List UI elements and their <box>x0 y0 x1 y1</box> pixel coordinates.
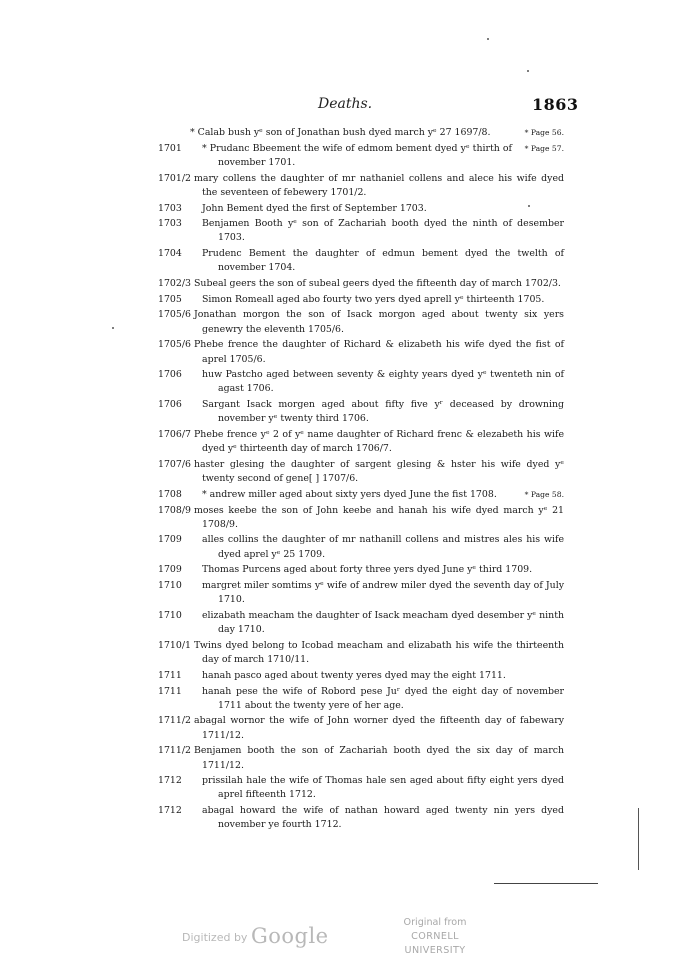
record-body: Phebe frence the daughter of Richard & elizabeth his wife dyed the fist of aprel 1705/6. <box>193 339 564 365</box>
record-year: 1704 <box>158 248 182 260</box>
record-year: 1711/2 <box>158 745 191 757</box>
death-records-list <box>158 126 564 834</box>
death-record <box>158 563 564 577</box>
record-year: 1710 <box>158 580 182 592</box>
record-text: * andrew miller aged about sixty yers dyed June the fist 1708. <box>202 488 497 500</box>
ink-speck <box>487 38 489 40</box>
record-text <box>158 172 564 200</box>
death-record <box>158 774 564 802</box>
death-record <box>158 398 564 426</box>
page-reference-note: * Page 58. <box>524 489 564 499</box>
record-year: 1707/6 <box>158 458 191 470</box>
record-text <box>158 744 564 772</box>
record-text: Simon Romeall aged abo fourty two yers dyed aprell yᵉ thirteenth 1705. <box>202 293 545 305</box>
record-body: mary collens the daughter of mr nathaniel collens and alece his wife dyed the seventeen of febewery 1701/2. <box>193 172 564 198</box>
record-text: margret miler somtims yᵉ wife of andrew miler dyed the seventh day of July 1710. <box>202 580 564 606</box>
record-text: Prudenc Bement the daughter of edmun bement dyed the twelth of november 1704. <box>202 248 564 274</box>
death-record <box>158 202 564 216</box>
death-record <box>158 714 564 742</box>
death-record <box>158 488 564 502</box>
record-text <box>158 277 564 291</box>
record-year: 1709 <box>158 564 182 576</box>
record-year: 1711 <box>158 669 182 681</box>
original-from-watermark <box>384 916 486 958</box>
record-year: 1706/7 <box>158 429 191 441</box>
record-body: moses keebe the son of John keebe and hanah his wife dyed march yᵉ 21 1708/9. <box>193 504 564 530</box>
record-year: 1712 <box>158 805 182 817</box>
death-record <box>158 804 564 832</box>
original-from-label: Original from <box>403 917 467 928</box>
death-record <box>158 504 564 532</box>
record-text: John Bement dyed the first of September 1703. <box>202 202 427 214</box>
death-record <box>158 458 564 486</box>
death-record <box>158 579 564 607</box>
record-year: 1711 <box>158 685 182 697</box>
record-text: Thomas Purcens aged about forty three yers dyed June yᵉ third 1709. <box>202 564 533 576</box>
record-body: abagal wornor the wife of John worner dyed the fifteenth day of fabewary 1711/12. <box>193 715 564 741</box>
record-text: huw Pastcho aged between seventy & eighty years dyed yᵉ twenteth nin of agast 1706. <box>202 369 564 395</box>
page-reference-note: * Page 57. <box>524 143 564 153</box>
death-record <box>158 533 564 561</box>
record-text: Sargant Isack morgen aged about fifty five yʳ deceased by drowning november yᵉ twenty third 1706. <box>202 399 564 425</box>
death-record <box>158 172 564 200</box>
record-text <box>158 308 564 336</box>
running-title: Deaths. <box>318 96 373 112</box>
record-body: Benjamen booth the son of Zachariah booth dyed the six day of march 1711/12. <box>193 745 564 771</box>
death-record <box>158 142 564 170</box>
page-number: 1863 <box>532 95 579 114</box>
record-year: 1702/3 <box>158 278 191 290</box>
institution-name: CORNELL UNIVERSITY <box>404 931 466 956</box>
record-text <box>158 428 564 456</box>
death-record <box>158 338 564 366</box>
record-body: haster glesing the daughter of sargent glesing & hster his wife dyed yᵉ twenty second of gene[ ] 1707/6. <box>193 458 564 485</box>
record-text: prissilah hale the wife of Thomas hale sen aged about fifty eight yers dyed aprel fifteenth 1712. <box>202 775 564 801</box>
digitized-by-watermark <box>182 922 329 946</box>
death-record <box>158 293 564 307</box>
death-record <box>158 685 564 713</box>
record-body: Jonathan morgon the son of Isack morgon aged about twenty six yers genewry the eleventh 1705/6. <box>193 309 564 335</box>
death-record <box>158 308 564 336</box>
record-year: 1706 <box>158 369 182 381</box>
record-body: Twins dyed belong to Icobad meacham and elizabath his wife the thirteenth day of march 1710/11. <box>193 639 564 666</box>
death-record <box>158 428 564 456</box>
death-record <box>158 277 564 291</box>
death-record <box>158 126 564 140</box>
record-body: Subeal geers the son of subeal geers dyed the fifteenth day of march 1702/3. <box>193 278 561 290</box>
death-record <box>158 217 564 245</box>
record-text <box>158 338 564 366</box>
margin-rule <box>638 808 639 870</box>
record-year: 1706 <box>158 399 182 411</box>
record-year: 1705/6 <box>158 309 191 321</box>
record-year: 1711/2 <box>158 715 191 727</box>
record-year: 1705 <box>158 293 182 305</box>
record-year: 1712 <box>158 775 182 787</box>
record-text: abagal howard the wife of nathan howard aged twenty nin yers dyed november ye fourth 1712. <box>202 805 564 831</box>
ink-speck <box>112 327 114 329</box>
record-text <box>158 714 564 742</box>
death-record <box>158 744 564 772</box>
record-year: 1701/2 <box>158 172 191 184</box>
record-text: Benjamen Booth yᵉ son of Zachariah booth dyed the ninth of desember 1703. <box>202 218 564 244</box>
record-year: 1710/1 <box>158 639 191 651</box>
record-body: Phebe frence yᵉ 2 of yᵉ name daughter of Richard frenc & elezabeth his wife dyed yᵉ thirteenth day of march 1706/7. <box>193 429 564 455</box>
record-text: alles collins the daughter of mr nathanill collens and mistres ales his wife dyed aprel yᵉ 25 1709. <box>202 534 564 560</box>
footer-rule <box>494 883 598 884</box>
record-year: 1701 <box>158 142 182 154</box>
digitized-by-label: Digitized by <box>182 931 248 944</box>
record-text <box>158 639 564 667</box>
record-text <box>158 504 564 532</box>
record-text: elizabath meacham the daughter of Isack meacham dyed desember yᵉ ninth day 1710. <box>202 610 564 636</box>
death-record <box>158 368 564 396</box>
record-year: 1708 <box>158 488 182 500</box>
death-record <box>158 247 564 275</box>
ink-speck <box>528 205 530 207</box>
record-text: * Calab bush yᵉ son of Jonathan bush dyed march yᵉ 27 1697/8. <box>190 127 491 138</box>
page-reference-note: * Page 56. <box>524 128 564 137</box>
record-text: hanah pasco aged about twenty yeres dyed may the eight 1711. <box>202 669 506 681</box>
record-year: 1703 <box>158 218 182 230</box>
record-year: 1710 <box>158 610 182 621</box>
record-year: 1709 <box>158 534 182 546</box>
record-year: 1703 <box>158 202 182 214</box>
record-text: hanah pese the wife of Robord pese Juʳ dyed the eight day of november 1711 about the twenty yere of her age. <box>202 685 564 711</box>
record-text: * Prudanc Bbeement the wife of edmom bement dyed yᵉ thirth of november 1701. <box>202 142 512 168</box>
death-record <box>158 639 564 667</box>
death-record <box>158 669 564 683</box>
record-text <box>158 458 564 486</box>
ink-speck <box>527 70 529 72</box>
record-year: 1705/6 <box>158 339 191 351</box>
google-logo: Google <box>250 924 329 948</box>
record-year: 1708/9 <box>158 504 191 516</box>
death-record <box>158 609 564 637</box>
